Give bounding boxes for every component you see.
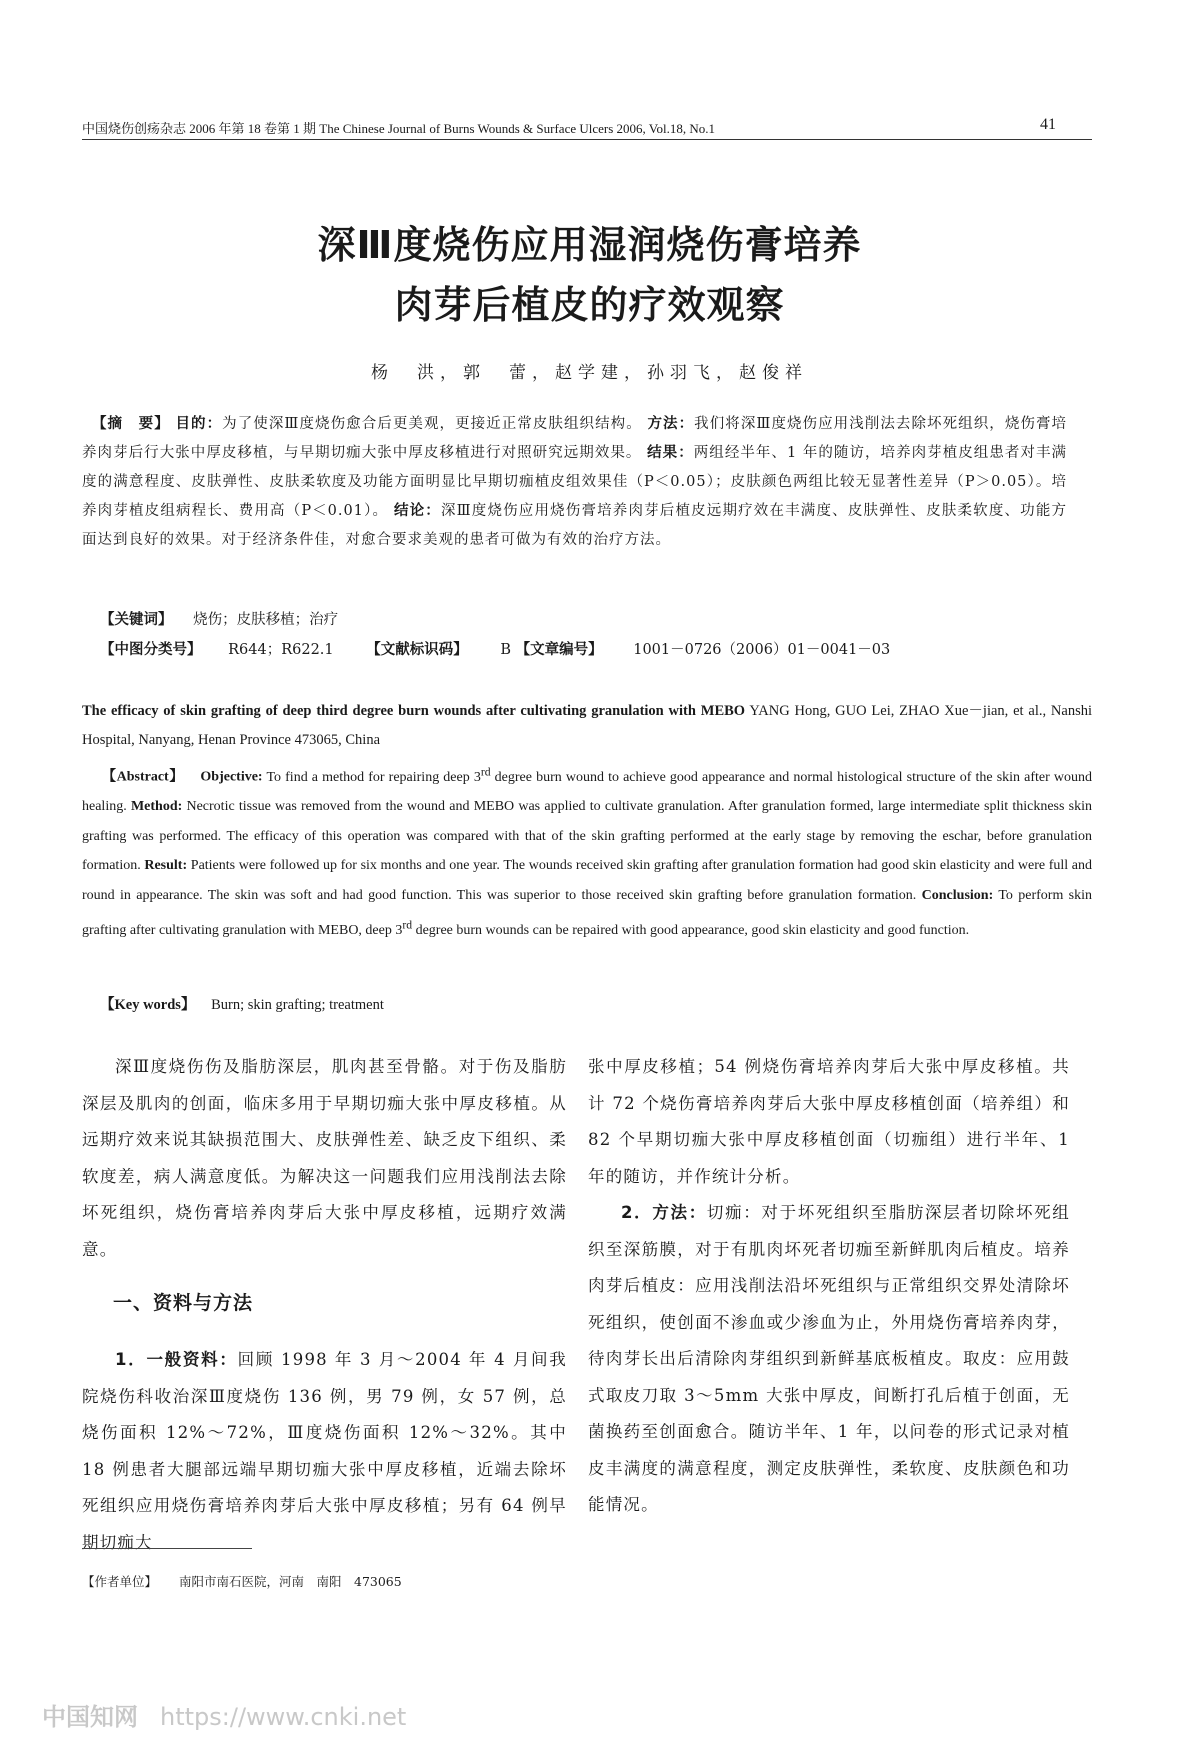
method-section-text: 切痂：对于坏死组织至脂肪深层者切除坏死组织至深筋膜，对于有肌肉坏死者切痂至新鲜肌肉后植皮。培养肉芽后植皮：应用浅削法沿坏死组织与正常组织交界处清除坏死组织，使创面不渗血或少渗血为止，外用烧伤膏培养肉芽，待肉芽长出后清除肉芽组织到新鲜基底板植皮。取皮：应用鼓式取皮刀取 3～5mm 大张中厚皮，间断打孔后植于创面，无菌换药至创面愈合。随访半年、1 年，以问卷的形式记录对植皮丰满度的满意程度，测定皮肤弹性，柔软度、皮肤颜色和功能情况。 bbox=[588, 1203, 1071, 1514]
article-number-value: 1001－0726（2006）01－0041－03 bbox=[633, 642, 891, 658]
en-objective-text: To find a method for repairing deep 3rd degree burn wound to achieve good appearance and normal histological structure of the skin after wound healing. bbox=[82, 765, 1093, 815]
clc-label: 【中图分类号】 bbox=[100, 642, 202, 658]
objective-text: 为了使深Ⅲ度烧伤愈合后更美观，更接近正常皮肤组织结构。 bbox=[222, 416, 642, 432]
method-text: 我们将深Ⅲ度烧伤应用浅削法去除坏死组织，烧伤膏培养肉芽后行大张中厚皮移植，与早期切痂大张中厚皮移植进行对照研究远期效果。 bbox=[82, 416, 1068, 461]
clc-value: R644；R622.1 bbox=[228, 642, 334, 658]
en-method-label: Method: bbox=[130, 799, 183, 815]
objective-label: 目的： bbox=[175, 416, 223, 432]
en-conclusion-label: Conclusion: bbox=[921, 887, 994, 903]
en-method-text: Necrotic tissue was removed from the wound and MEBO was applied to cultivate granulation. After granulation formed, large intermediate split thickness skin grafting was performed. The efficacy of this operation was compared with that of the skin grafting performed at the early stage by removing the eschar, before granulation formation. bbox=[82, 799, 1092, 874]
general-data-paragraph bbox=[82, 1342, 567, 1561]
footnote-divider bbox=[82, 1548, 252, 1549]
general-data-text: 回顾 1998 年 3 月～2004 年 4 月间我院烧伤科收治深Ⅲ度烧伤 136 例，男 79 例，女 57 例，总烧伤面积 12%～72%，Ⅲ度烧伤面积 12%～32%。其中 18 例患者大腿部远端早期切痂大张中厚皮移植，近端去除坏死组织应用烧伤膏培养肉芽后大张中厚皮移植；另有 64 例早期切痂大 bbox=[82, 1350, 567, 1552]
article-title-line-1: 深Ⅲ度烧伤应用湿润烧伤膏培养 bbox=[317, 223, 862, 267]
doc-code-label: 【文献标识码】 bbox=[366, 642, 468, 658]
header-divider bbox=[82, 139, 1092, 140]
en-result-text: Patients were followed up for six months and one year. The wounds received skin grafting after granulation formation had good skin elasticity and were full and round in appearance. The skin was soft and had good function. This was superior to those received skin grafting before granulation formation. bbox=[82, 858, 1092, 903]
en-abstract-label: 【Abstract】 bbox=[102, 769, 184, 785]
result-label: 结果： bbox=[647, 445, 694, 461]
conclusion-label: 结论： bbox=[393, 503, 441, 519]
authors: 杨 洪，郭 蕾，赵学建，孙羽飞，赵俊祥 bbox=[371, 363, 808, 383]
en-result-label: Result: bbox=[144, 858, 188, 874]
english-title-block bbox=[82, 697, 1092, 755]
body-intro bbox=[82, 1049, 567, 1268]
conclusion-text: 深Ⅲ度烧伤应用烧伤膏培养肉芽后植皮远期疗效在丰满度、皮肤弹性、皮肤柔软度、功能方面达到良好的效果。对于经济条件佳，对愈合要求美观的患者可做为有效的治疗方法。 bbox=[82, 503, 1068, 548]
method-paragraph bbox=[588, 1195, 1070, 1524]
en-keywords-value: Burn; skin grafting; treatment bbox=[211, 997, 384, 1013]
doc-code-value: B bbox=[500, 642, 512, 658]
chinese-abstract bbox=[82, 410, 1067, 555]
english-abstract bbox=[82, 757, 1092, 945]
en-keywords-label: 【Key words】 bbox=[100, 997, 196, 1013]
keywords-label: 【关键词】 bbox=[100, 612, 173, 628]
en-conclusion-text: To perform skin grafting after cultivating granulation with MEBO, deep 3rd degree burn wounds can be repaired with good appearance, good skin elasticity and good function. bbox=[82, 887, 1093, 938]
cnki-watermark bbox=[42, 1697, 406, 1732]
page-number: 41 bbox=[1040, 116, 1056, 133]
watermark-brand: 中国知网 bbox=[42, 1703, 138, 1731]
general-data-label: 1．一般资料： bbox=[115, 1350, 238, 1369]
watermark-url[interactable]: https://www.cnki.net bbox=[160, 1703, 407, 1731]
footnote-value: 南阳市南石医院，河南 南阳 473065 bbox=[179, 1574, 402, 1589]
footnote-label: 【作者单位】 bbox=[82, 1574, 158, 1589]
chinese-keywords bbox=[100, 608, 338, 629]
article-number-label: 【文章编号】 bbox=[515, 642, 603, 658]
keywords-value: 烧伤；皮肤移植；治疗 bbox=[193, 612, 339, 628]
abstract-label: 【摘 要】 bbox=[92, 416, 170, 432]
article-title-line-2: 肉芽后植皮的疗效观察 bbox=[394, 283, 785, 327]
english-keywords bbox=[100, 993, 384, 1014]
intro-paragraph: 深Ⅲ度烧伤伤及脂肪深层，肌肉甚至骨骼。对于伤及脂肪深层及肌肉的创面，临床多用于早期切痂大张中厚皮移植。从远期疗效来说其缺损范围大、皮肤弹性差、缺乏皮下组织、柔软度差，病人满意度低。为解决这一问题我们应用浅削法去除坏死组织，烧伤膏培养肉芽后大张中厚皮移植，远期疗效满意。 bbox=[82, 1057, 567, 1259]
section-heading: 一、资料与方法 bbox=[113, 1292, 254, 1314]
continued-paragraph: 张中厚皮移植；54 例烧伤膏培养肉芽后大张中厚皮移植。共计 72 个烧伤膏培养肉芽后大张中厚皮移植创面（培养组）和 82 个早期切痂大张中厚皮移植创面（切痂组）进行半年、1 年的随访，并作统计分析。 bbox=[588, 1057, 1070, 1186]
en-objective-label: Objective: bbox=[200, 769, 263, 785]
body-right-column bbox=[588, 1049, 1070, 1524]
author-affiliation-footnote bbox=[82, 1572, 402, 1590]
result-text: 两组经半年、1 年的随访，培养肉芽植皮组患者对丰满度的满意程度、皮肤弹性、皮肤柔软度及功能方面明显比早期切痂植皮组效果佳（P＜0.05）；皮肤颜色两组比较无显著性差异（P＞0.05）。培养肉芽植皮组病程长、费用高（P＜0.01）。 bbox=[82, 445, 1067, 519]
method-section-label: 2．方法： bbox=[621, 1203, 707, 1222]
body-general-data bbox=[82, 1342, 567, 1561]
journal-header: 中国烧伤创疡杂志 2006 年第 18 卷第 1 期 The Chinese Journal of Burns Wounds & Surface Ulcers 2006, Vol.18, No.1 bbox=[82, 121, 716, 136]
english-authors-affiliation: YANG Hong, GUO Lei, ZHAO Xue－jian, et al., Nanshi Hospital, Nanyang, Henan Province 473065, China bbox=[82, 703, 1093, 748]
english-title: The efficacy of skin grafting of deep third degree burn wounds after cultivating granulation with MEBO bbox=[82, 703, 746, 719]
classification-row bbox=[100, 638, 890, 659]
method-label: 方法： bbox=[647, 416, 695, 432]
